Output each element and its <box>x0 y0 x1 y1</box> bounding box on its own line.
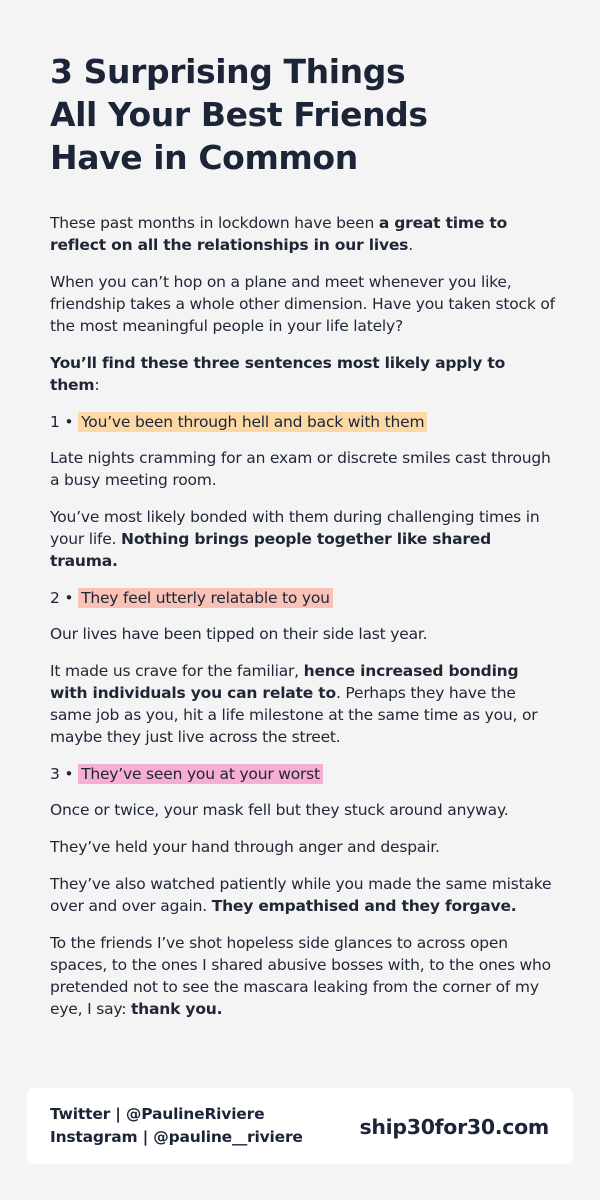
point-3-paragraph-3: They’ve also watched patiently while you made the same mistake over and over again. They empathised and they forgave. <box>50 875 552 915</box>
site-link[interactable]: ship30for30.com <box>359 1115 549 1139</box>
point-1-paragraph-2: You’ve most likely bonded with them during challenging times in your life. Nothing brings people together like shared trauma. <box>50 508 540 570</box>
title-line-1: 3 Surprising Things <box>50 52 406 91</box>
highlighted-heading: You’ve been through hell and back with them <box>78 412 427 432</box>
point-3-paragraph-1: Once or twice, your mask fell but they stuck around anyway. <box>50 801 509 819</box>
title-line-2: All Your Best Friends <box>50 95 428 134</box>
social-handles <box>50 1103 303 1149</box>
point-3-paragraph-2: They’ve held your hand through anger and despair. <box>50 838 440 856</box>
footer-card <box>27 1088 573 1164</box>
point-2-paragraph-2: It made us crave for the familiar, hence increased bonding with individuals you can relate to. Perhaps they have the same job as you, hit a life milestone at the same time as you, or maybe they just live across the street. <box>50 662 538 746</box>
point-1-paragraph-1: Late nights cramming for an exam or discrete smiles cast through a busy meeting room. <box>50 449 551 489</box>
intro-paragraph-3: You’ll find these three sentences most likely apply to them: <box>50 354 506 394</box>
point-heading-2 <box>50 587 555 609</box>
twitter-handle[interactable]: Twitter | @PaulineRiviere <box>50 1105 265 1123</box>
point-2-paragraph-1: Our lives have been tipped on their side last year. <box>50 625 428 643</box>
intro-paragraph-2: When you can’t hop on a plane and meet whenever you like, friendship takes a whole other dimension. Have you taken stock of the most meaningful people in your life lately? <box>50 273 555 335</box>
point-number: 3 • <box>50 765 74 783</box>
instagram-handle[interactable]: Instagram | @pauline__riviere <box>50 1128 303 1146</box>
article <box>50 50 555 1035</box>
point-heading-3 <box>50 763 555 785</box>
highlighted-heading: They’ve seen you at your worst <box>78 764 323 784</box>
highlighted-heading: They feel utterly relatable to you <box>78 588 333 608</box>
point-number: 2 • <box>50 589 74 607</box>
intro-paragraph-1: These past months in lockdown have been a great time to reflect on all the relationships in our lives. <box>50 214 508 254</box>
title-line-3: Have in Common <box>50 138 358 177</box>
page-title <box>50 50 555 179</box>
point-heading-1 <box>50 411 555 433</box>
point-number: 1 • <box>50 413 74 431</box>
closing-paragraph: To the friends I’ve shot hopeless side glances to across open spaces, to the ones I shared abusive bosses with, to the ones who pretended not to see the mascara leaking from the corner of my eye, I say: thank you. <box>50 934 551 1018</box>
